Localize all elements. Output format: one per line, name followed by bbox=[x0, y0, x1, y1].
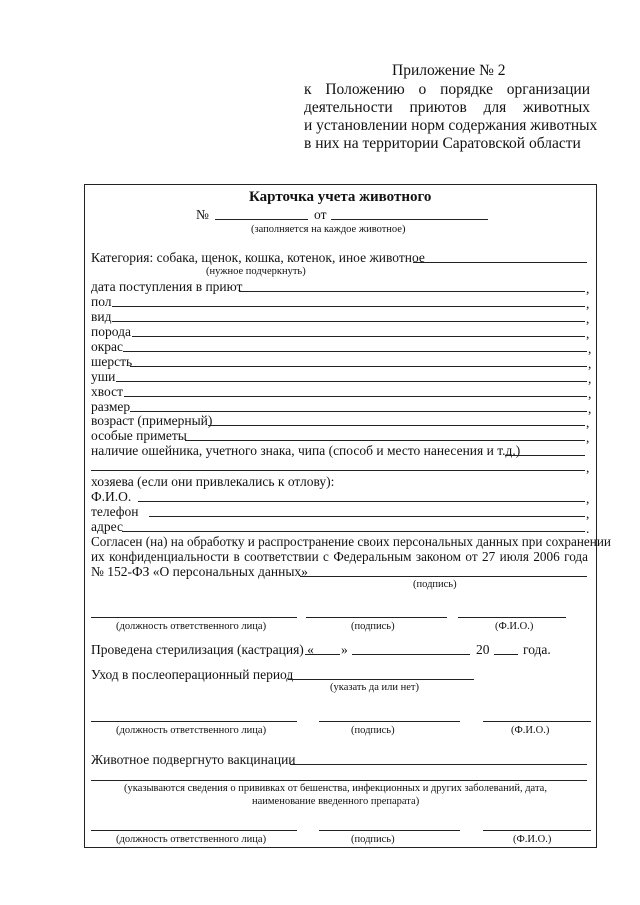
field-label-color: окрас bbox=[91, 339, 124, 354]
sign2-position-label: (должность ответственного лица) bbox=[116, 725, 267, 736]
postop-line[interactable] bbox=[288, 679, 474, 680]
field-line-sex[interactable] bbox=[112, 306, 585, 307]
card-title: Карточка учета животного bbox=[249, 189, 432, 205]
field-label-arrival-date: дата поступления в приют bbox=[91, 279, 243, 294]
sign1-position-line[interactable] bbox=[91, 617, 297, 618]
sign3-name-line[interactable] bbox=[483, 830, 591, 831]
sign3-signature-label: (подпись) bbox=[351, 834, 395, 845]
field-line-size[interactable] bbox=[130, 411, 587, 412]
appendix-title: Приложение № 2 bbox=[392, 62, 506, 79]
sign3-signature-line[interactable] bbox=[319, 830, 460, 831]
sign1-position-label: (должность ответственного лица) bbox=[116, 621, 267, 632]
sign2-name-line[interactable] bbox=[483, 721, 591, 722]
field-line-arrival-date[interactable] bbox=[239, 291, 585, 292]
consent-line-2: их конфиденциальности в соответствии с Федеральным законом от 27 июля 2006 года bbox=[91, 549, 588, 564]
sign1-name-label: (Ф.И.О.) bbox=[495, 621, 534, 632]
sterilization-year-suffix: года. bbox=[523, 642, 551, 657]
sign1-name-line[interactable] bbox=[458, 617, 566, 618]
owner-line-address[interactable] bbox=[122, 531, 585, 532]
consent-signature-note: (подпись) bbox=[413, 579, 457, 590]
field-line-species[interactable] bbox=[112, 321, 585, 322]
field-line-color[interactable] bbox=[123, 351, 587, 352]
field-label-sex: пол bbox=[91, 294, 112, 309]
appendix-line-1: к Положению о порядке организации bbox=[304, 81, 590, 98]
appendix-line-2: деятельности приютов для животных bbox=[304, 99, 590, 116]
category-label: Категория: собака, щенок, кошка, котенок, иное животное bbox=[91, 250, 425, 265]
field-label-breed: порода bbox=[91, 324, 131, 339]
field-label-age: возраст (примерный) bbox=[91, 413, 213, 428]
sign2-signature-line[interactable] bbox=[319, 721, 460, 722]
sign2-position-line[interactable] bbox=[91, 721, 297, 722]
sterilization-day-line[interactable] bbox=[305, 654, 340, 655]
vaccination-line[interactable] bbox=[290, 764, 587, 765]
date-line[interactable] bbox=[331, 219, 488, 220]
field-line-age[interactable] bbox=[208, 425, 585, 426]
field-line-fur[interactable] bbox=[130, 366, 587, 367]
sign1-signature-label: (подпись) bbox=[351, 621, 395, 632]
sterilization-month-line[interactable] bbox=[352, 654, 470, 655]
vaccination-note-1: (указываются сведения о прививках от бешенства, инфекционных и других заболеваний, дата, bbox=[124, 783, 547, 794]
owner-label-name: Ф.И.О. bbox=[91, 489, 132, 504]
consent-line-1: Согласен (на) на обработку и распространение своих персональных данных при сохранении bbox=[91, 534, 611, 549]
sign3-name-label: (Ф.И.О.) bbox=[513, 834, 552, 845]
field-label-species: вид bbox=[91, 309, 112, 324]
appendix-line-4: в них на территории Саратовской области bbox=[304, 135, 581, 152]
sign2-signature-label: (подпись) bbox=[351, 725, 395, 736]
vaccination-label: Животное подвергнуто вакцинации bbox=[91, 752, 296, 767]
field-label-special-marks: особые приметы bbox=[91, 428, 187, 443]
sign3-position-label: (должность ответственного лица) bbox=[116, 834, 267, 845]
field-line-breed[interactable] bbox=[132, 336, 585, 337]
field-label-collar-chip: наличие ошейника, учетного знака, чипа (способ и место нанесения и т.д.) bbox=[91, 443, 521, 458]
field-line-ears[interactable] bbox=[116, 381, 587, 382]
field-line-collar-chip-2[interactable] bbox=[91, 470, 585, 471]
owner-label-address: адрес bbox=[91, 519, 123, 534]
vaccination-note-2: наименование введенного препарата) bbox=[252, 796, 420, 807]
field-label-size: размер bbox=[91, 399, 131, 414]
postop-note: (указать да или нет) bbox=[330, 682, 419, 693]
consent-line-3: № 152-ФЗ «О персональных данных» bbox=[91, 564, 308, 579]
consent-signature-line[interactable] bbox=[300, 576, 587, 577]
sign3-position-line[interactable] bbox=[91, 830, 297, 831]
owner-label-phone: телефон bbox=[91, 504, 139, 519]
appendix-line-3: и установлении норм содержания животных bbox=[304, 117, 598, 134]
sign2-name-label: (Ф.И.О.) bbox=[511, 725, 550, 736]
sterilization-label: Проведена стерилизация (кастрация) « bbox=[91, 642, 314, 657]
sterilization-year-prefix: 20 bbox=[476, 642, 490, 657]
category-line[interactable] bbox=[413, 262, 587, 263]
field-label-ears: уши bbox=[91, 369, 116, 384]
field-line-collar-chip[interactable] bbox=[505, 455, 585, 456]
field-label-tail: хвост bbox=[91, 384, 124, 399]
field-line-tail[interactable] bbox=[124, 396, 587, 397]
owner-line-name[interactable] bbox=[138, 501, 585, 502]
vaccination-line-2[interactable] bbox=[91, 780, 587, 781]
from-label: от bbox=[314, 207, 327, 222]
field-line-special-marks[interactable] bbox=[185, 440, 585, 441]
sterilization-year-line[interactable] bbox=[494, 654, 518, 655]
number-label: № bbox=[196, 207, 209, 222]
postop-label: Уход в послеоперационный период bbox=[91, 667, 294, 682]
owners-label: хозяева (если они привлекались к отлову): bbox=[91, 474, 335, 489]
owner-line-phone[interactable] bbox=[149, 516, 585, 517]
field-label-fur: шерсть bbox=[91, 354, 133, 369]
underline-note: (нужное подчеркнуть) bbox=[206, 266, 306, 277]
number-line[interactable] bbox=[215, 219, 308, 220]
fill-note: (заполняется на каждое животное) bbox=[251, 224, 406, 235]
sign1-signature-line[interactable] bbox=[306, 617, 447, 618]
sterilization-quote-close: » bbox=[341, 642, 348, 657]
